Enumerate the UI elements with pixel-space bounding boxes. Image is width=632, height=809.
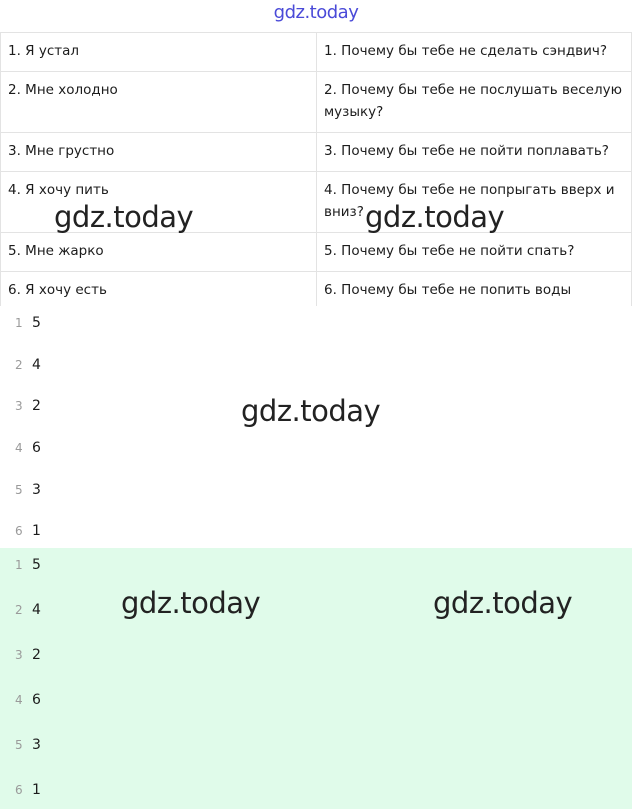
answer-value: 5 <box>32 557 41 573</box>
table-row <box>1 272 632 311</box>
answer-index: 3 <box>15 648 23 662</box>
answer-value: 2 <box>32 647 41 663</box>
answer-value: 4 <box>32 357 41 373</box>
answer-value: 5 <box>32 315 41 331</box>
answer-index: 5 <box>15 738 23 752</box>
statement-cell: 6. Я хочу есть <box>1 272 317 311</box>
table-row <box>1 233 632 272</box>
answer-index: 4 <box>15 693 23 707</box>
suggestion-cell: 3. Почему бы тебе не пойти поплавать? <box>317 133 632 172</box>
watermark: gdz.today <box>365 200 505 234</box>
watermark: gdz.today <box>54 200 194 234</box>
answer-index: 1 <box>15 558 23 572</box>
answer-value: 4 <box>32 602 41 618</box>
statement-cell: 2. Мне холодно <box>1 72 317 133</box>
answer-index: 4 <box>15 441 23 455</box>
suggestion-cell: 6. Почему бы тебе не попить воды <box>317 272 632 311</box>
statement-cell: 1. Я устал <box>1 33 317 72</box>
answer-index: 6 <box>15 783 23 797</box>
answer-index: 2 <box>15 603 23 617</box>
site-logo[interactable]: gdz.today <box>273 2 359 23</box>
suggestion-cell: 4. Почему бы тебе не попрыгать вверх и вниз? <box>317 172 632 233</box>
answer-index: 1 <box>15 316 23 330</box>
answer-value: 3 <box>32 737 41 753</box>
answer-index: 5 <box>15 483 23 497</box>
answer-index: 2 <box>15 358 23 372</box>
answer-value: 1 <box>32 782 41 798</box>
suggestion-cell: 5. Почему бы тебе не пойти спать? <box>317 233 632 272</box>
statement-cell: 3. Мне грустно <box>1 133 317 172</box>
statement-cell: 4. Я хочу пить <box>1 172 317 233</box>
answer-value: 2 <box>32 398 41 414</box>
suggestion-cell: 2. Почему бы тебе не послушать веселую музыку? <box>317 72 632 133</box>
suggestion-cell: 1. Почему бы тебе не сделать сэндвич? <box>317 33 632 72</box>
table-row <box>1 72 632 133</box>
table-row <box>1 133 632 172</box>
answer-index: 6 <box>15 524 23 538</box>
watermark: gdz.today <box>121 586 261 620</box>
watermark: gdz.today <box>433 586 573 620</box>
statement-cell: 5. Мне жарко <box>1 233 317 272</box>
answer-value: 6 <box>32 692 41 708</box>
watermark: gdz.today <box>241 394 381 428</box>
answer-value: 3 <box>32 482 41 498</box>
answer-value: 1 <box>32 523 41 539</box>
matching-table <box>0 32 632 311</box>
answer-value: 6 <box>32 440 41 456</box>
answer-index: 3 <box>15 399 23 413</box>
table-row <box>1 33 632 72</box>
